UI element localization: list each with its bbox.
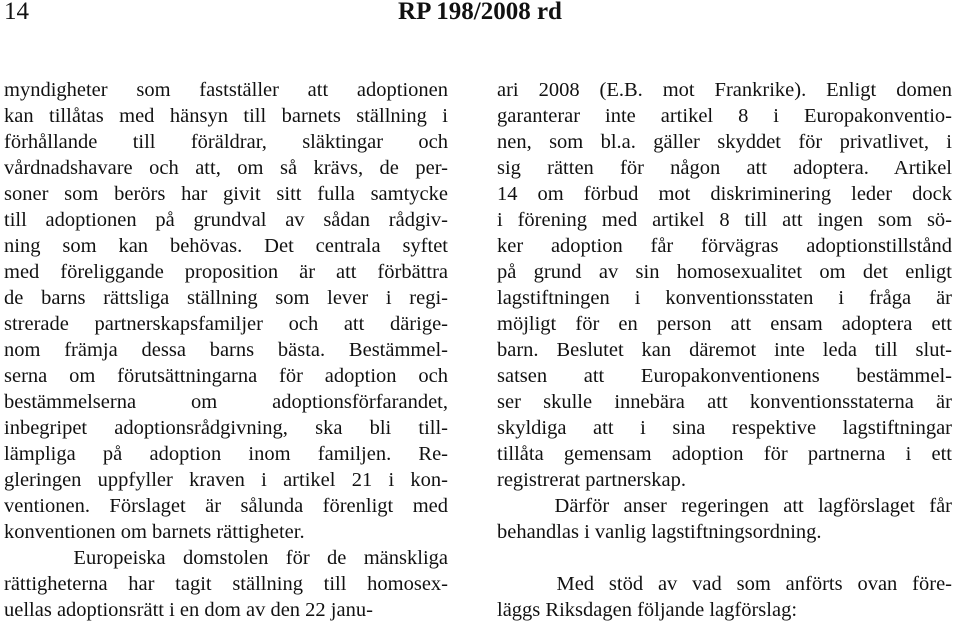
text-line: behandlas i vanlig lagstiftningsordning. <box>497 521 822 543</box>
text-line: i förening med artikel 8 till att ingen som sö- <box>497 209 952 231</box>
text-line: kan tillåtas med hänsyn till barnets ställning i <box>4 105 448 127</box>
text-line: barn. Beslutet kan däremot inte leda till slut- <box>497 339 952 361</box>
text-line: på grund av sin homosexualitet om det enligt <box>497 261 952 283</box>
document-id: RP 198/2008 rd <box>398 0 562 25</box>
text-line: gleringen uppfyller kraven i artikel 21 i kon- <box>4 469 448 491</box>
text-line: lämpliga på adoption inom familjen. Re- <box>4 443 448 465</box>
text-line: lagstiftningen i konventionsstaten i fråga är <box>497 287 952 309</box>
text-line: Med stöd av vad som anförts ovan före- <box>497 573 952 595</box>
text-line: ari 2008 (E.B. mot Frankrike). Enligt domen <box>497 79 952 101</box>
text-line: sig rätten för någon att adoptera. Artikel <box>497 157 952 179</box>
text-line: strerade partnerskapsfamiljer och att därige- <box>4 313 448 335</box>
text-line: ker adoption får förvägras adoptionstillstånd <box>497 235 952 257</box>
text-line: förhållande till föräldrar, släktingar och <box>4 131 448 153</box>
text-line: 14 om förbud mot diskriminering leder dock <box>497 183 952 205</box>
text-line: nen, som bl.a. gäller skyddet för privatlivet, i <box>497 131 952 153</box>
text-line: satsen att Europakonventionens bestämmel- <box>497 365 952 387</box>
text-line: bestämmelserna om adoptionsförfarandet, <box>4 391 448 413</box>
page-number: 14 <box>4 0 29 25</box>
text-line: nom främja dessa barns bästa. Bestämmel- <box>4 339 448 361</box>
text-line: möjligt för en person att ensam adoptera ett <box>497 313 952 335</box>
left-column <box>4 77 448 623</box>
text-line: inbegripet adoptionsrådgivning, ska bli till- <box>4 417 448 439</box>
text-line: ning som kan behövas. Det centrala syftet <box>4 235 448 257</box>
text-line: soner som berörs har givit sitt fulla samtycke <box>4 183 448 205</box>
text-line: med föreliggande proposition är att förbättra <box>4 261 448 283</box>
text-line: tillåta gemensam adoption för partnerna i ett <box>497 443 952 465</box>
page-header <box>0 0 960 40</box>
right-column <box>497 77 952 623</box>
text-line: skyldiga att i sina respektive lagstiftningar <box>497 417 952 439</box>
text-line: de barns rättsliga ställning som lever i regi- <box>4 287 448 309</box>
text-line: uellas adoptionsrätt i en dom av den 22 janu- <box>4 599 373 621</box>
text-line: Europeiska domstolen för de mänskliga <box>4 547 448 569</box>
text-line: ventionen. Förslaget är sålunda förenligt med <box>4 495 448 517</box>
text-line: vårdnadshavare och att, om så krävs, de per- <box>4 157 448 179</box>
text-line: ser skulle innebära att konventionsstaterna är <box>497 391 952 413</box>
text-line: konventionen om barnets rättigheter. <box>4 521 305 543</box>
text-line: garanterar inte artikel 8 i Europakonventio- <box>497 105 952 127</box>
text-line: myndigheter som fastställer att adoptionen <box>4 79 448 101</box>
text-line: Därför anser regeringen att lagförslaget får <box>497 495 952 517</box>
text-line: läggs Riksdagen följande lagförslag: <box>497 599 798 621</box>
text-line: registrerat partnerskap. <box>497 469 686 491</box>
text-line: rättigheterna har tagit ställning till homosex- <box>4 573 448 595</box>
text-line: serna om förutsättningarna för adoption och <box>4 365 448 387</box>
text-line: till adoptionen på grundval av sådan rådgiv- <box>4 209 448 231</box>
text-line <box>497 545 952 571</box>
